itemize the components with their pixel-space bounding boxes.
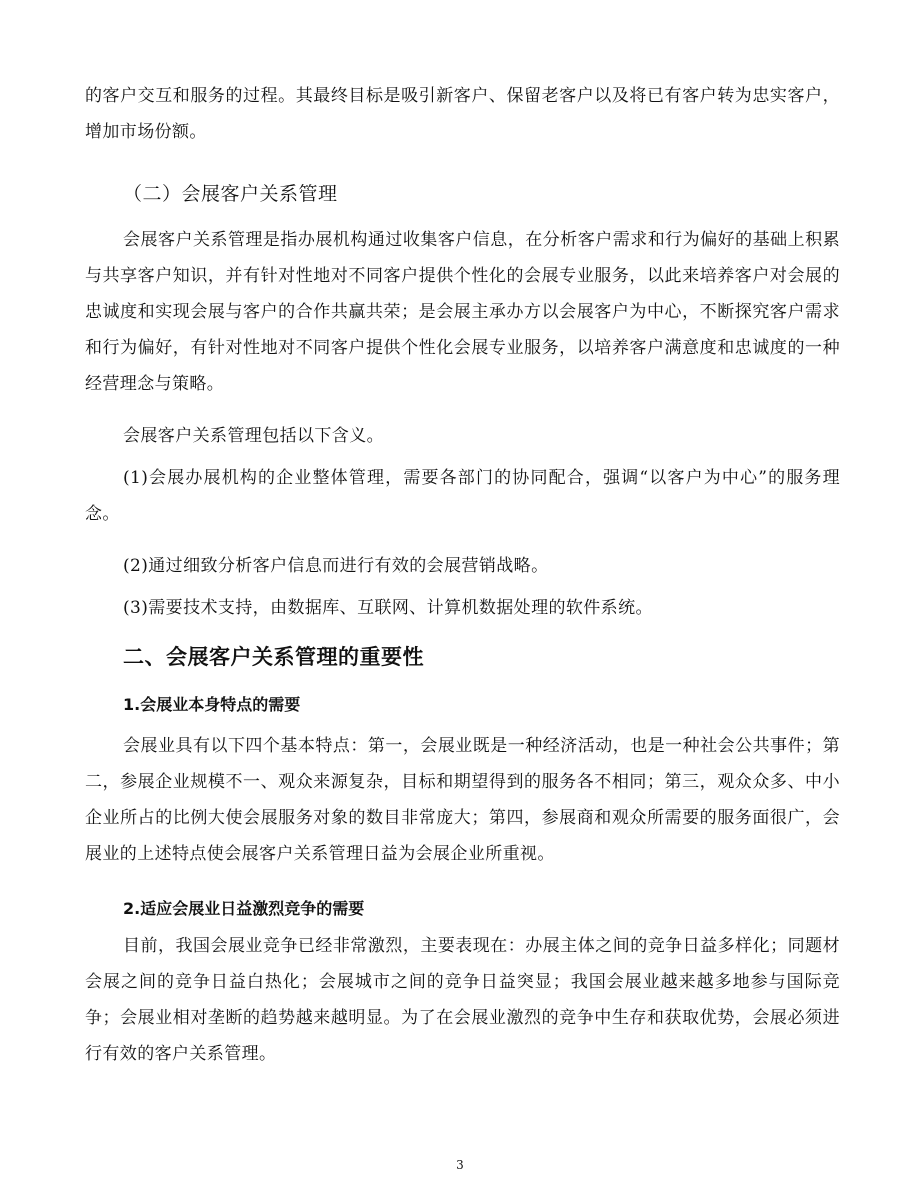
point-2-paragraph: 目前，我国会展业竞争已经非常激烈，主要表现在：办展主体之间的竞争日益多样化；同题材会展之间的竞争日益白热化；会展城市之间的竞争日益突显；我国会展业越来越多地参与国际竞争；会展业相对垄断的趋势越来越明显。为了在会展业激烈的竞争中生存和获取优势，会展必须进行有效的客户关系管理。 [85, 936, 840, 1064]
point-heading-2: 2.适应会展业日益激烈竞争的需要 [123, 899, 365, 918]
definition-paragraph: 会展客户关系管理是指办展机构通过收集客户信息，在分析客户需求和行为偏好的基础上积累与共享客户知识，并有针对性地对不同客户提供个性化的会展专业服务，以此来培养客户对会展的忠诚度和实现会展与客户的合作共赢共荣；是会展主承办方以会展客户为中心，不断探究客户需求和行为偏好，有针对性地对不同客户提供个性化会展专业服务，以培养客户满意度和忠诚度的一种经营理念与策略。 [85, 230, 840, 394]
section-heading-2: 二、会展客户关系管理的重要性 [123, 645, 424, 669]
subsection-heading-2: （二）会展客户关系管理 [123, 183, 338, 205]
point-heading-1: 1.会展业本身特点的需要 [123, 695, 301, 714]
includes-paragraph: 会展客户关系管理包括以下含义。 [123, 426, 384, 446]
meaning-item-2: (2)通过细致分析客户信息而进行有效的会展营销战略。 [123, 556, 549, 576]
intro-paragraph: 的客户交互和服务的过程。其最终目标是吸引新客户、保留老客户以及将已有客户转为忠实客户，增加市场份额。 [85, 86, 840, 142]
page-number: 3 [456, 1158, 464, 1172]
point-1-paragraph: 会展业具有以下四个基本特点：第一，会展业既是一种经济活动，也是一种社会公共事件；第二，参展企业规模不一、观众来源复杂，目标和期望得到的服务各不相同；第三，观众众多、中小企业所占的比例大使会展服务对象的数目非常庞大；第四，参展商和观众所需要的服务面很广，会展业的上述特点使会展客户关系管理日益为会展企业所重视。 [85, 736, 840, 864]
meaning-item-1: (1)会展办展机构的企业整体管理，需要各部门的协同配合，强调“以客户为中心”的服务理念。 [85, 468, 840, 524]
meaning-item-3: (3)需要技术支持，由数据库、互联网、计算机数据处理的软件系统。 [123, 598, 653, 618]
